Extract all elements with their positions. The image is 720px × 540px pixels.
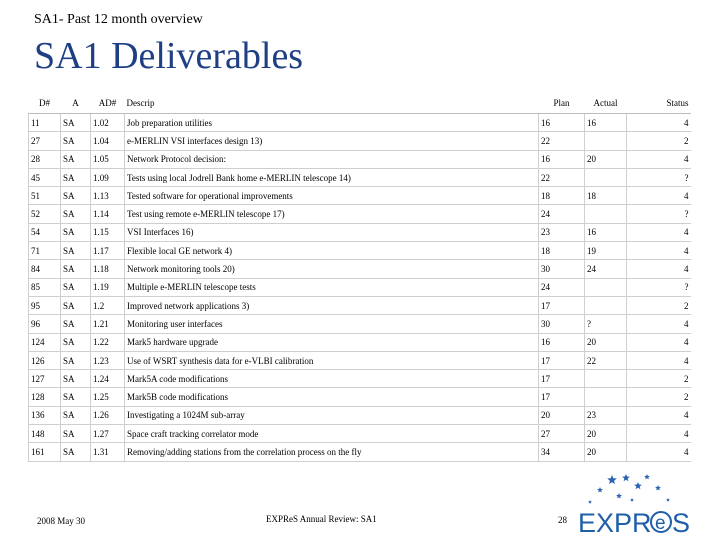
logo-text-right: S (672, 508, 691, 536)
cell-actual: 16 (585, 114, 627, 132)
table-row (29, 351, 691, 369)
cell-status: 2 (627, 370, 691, 388)
table-row (29, 388, 691, 406)
deliverables-table (28, 93, 691, 462)
cell-deliverable-number: 27 (29, 132, 61, 150)
cell-activity-deliverable-number: 1.18 (91, 260, 125, 278)
cell-activity-deliverable-number: 1.24 (91, 370, 125, 388)
cell-plan: 24 (539, 205, 585, 223)
cell-description: Investigating a 1024M sub-array (125, 406, 539, 424)
cell-description: Network Protocol decision: (125, 150, 539, 168)
cell-deliverable-number: 136 (29, 406, 61, 424)
column-header-activity: A (61, 93, 91, 114)
cell-deliverable-number: 126 (29, 351, 61, 369)
cell-description: Network monitoring tools 20) (125, 260, 539, 278)
table-row (29, 114, 691, 132)
cell-deliverable-number: 51 (29, 187, 61, 205)
cell-deliverable-number: 71 (29, 242, 61, 260)
column-header-actual: Actual (585, 93, 627, 114)
logo-star-icon (616, 493, 622, 498)
cell-plan: 18 (539, 187, 585, 205)
cell-actual: 20 (585, 425, 627, 443)
cell-activity: SA (61, 406, 91, 424)
cell-deliverable-number: 52 (29, 205, 61, 223)
cell-actual: ? (585, 315, 627, 333)
cell-actual (585, 388, 627, 406)
cell-description: Multiple e-MERLIN telescope tests (125, 278, 539, 296)
footer-review-label: EXPReS Annual Review: SA1 (266, 514, 377, 524)
table-row (29, 187, 691, 205)
cell-description: Mark5A code modifications (125, 370, 539, 388)
cell-plan: 30 (539, 260, 585, 278)
cell-activity: SA (61, 278, 91, 296)
expres-logo (572, 472, 692, 536)
cell-plan: 23 (539, 223, 585, 241)
cell-actual (585, 296, 627, 314)
cell-status: 4 (627, 150, 691, 168)
cell-status: 2 (627, 132, 691, 150)
cell-plan: 18 (539, 242, 585, 260)
cell-activity-deliverable-number: 1.2 (91, 296, 125, 314)
cell-activity: SA (61, 205, 91, 223)
cell-plan: 16 (539, 114, 585, 132)
cell-deliverable-number: 84 (29, 260, 61, 278)
cell-actual: 19 (585, 242, 627, 260)
table-row (29, 223, 691, 241)
cell-status: 4 (627, 443, 691, 461)
cell-activity-deliverable-number: 1.13 (91, 187, 125, 205)
cell-description: Improved network applications 3) (125, 296, 539, 314)
logo-star-icon (655, 485, 661, 490)
cell-plan: 17 (539, 296, 585, 314)
logo-star-icon (630, 498, 634, 502)
cell-activity-deliverable-number: 1.31 (91, 443, 125, 461)
table-row (29, 242, 691, 260)
cell-deliverable-number: 45 (29, 168, 61, 186)
logo-star-icon (622, 474, 630, 481)
logo-stars (588, 474, 670, 504)
table-row (29, 205, 691, 223)
cell-activity-deliverable-number: 1.05 (91, 150, 125, 168)
logo-text-e: e (655, 513, 666, 534)
footer-date: 2008 May 30 (37, 516, 85, 526)
cell-status: 4 (627, 315, 691, 333)
cell-activity: SA (61, 333, 91, 351)
cell-activity: SA (61, 425, 91, 443)
cell-status: 4 (627, 187, 691, 205)
cell-status: 4 (627, 406, 691, 424)
cell-description: Removing/adding stations from the correlation process on the fly (125, 443, 539, 461)
cell-actual: 20 (585, 150, 627, 168)
cell-plan: 22 (539, 168, 585, 186)
logo-star-icon (597, 487, 603, 492)
cell-status: 4 (627, 425, 691, 443)
cell-activity-deliverable-number: 1.19 (91, 278, 125, 296)
cell-activity: SA (61, 168, 91, 186)
cell-description: Mark5 hardware upgrade (125, 333, 539, 351)
cell-activity: SA (61, 114, 91, 132)
column-header-deliverable-number: D# (29, 93, 61, 114)
cell-activity-deliverable-number: 1.04 (91, 132, 125, 150)
cell-status: ? (627, 205, 691, 223)
cell-status: 4 (627, 260, 691, 278)
cell-actual: 18 (585, 187, 627, 205)
cell-activity: SA (61, 315, 91, 333)
cell-description: Mark5B code modifications (125, 388, 539, 406)
table-row (29, 315, 691, 333)
cell-description: e-MERLIN VSI interfaces design 13) (125, 132, 539, 150)
cell-activity-deliverable-number: 1.21 (91, 315, 125, 333)
cell-actual (585, 205, 627, 223)
cell-deliverable-number: 128 (29, 388, 61, 406)
cell-activity: SA (61, 187, 91, 205)
cell-status: 2 (627, 296, 691, 314)
cell-status: 2 (627, 388, 691, 406)
column-header-plan: Plan (539, 93, 585, 114)
cell-deliverable-number: 96 (29, 315, 61, 333)
logo-star-icon (634, 482, 642, 489)
cell-activity: SA (61, 388, 91, 406)
cell-plan: 22 (539, 132, 585, 150)
table-row (29, 333, 691, 351)
table-row (29, 370, 691, 388)
cell-deliverable-number: 161 (29, 443, 61, 461)
cell-status: 4 (627, 333, 691, 351)
cell-description: Test using remote e-MERLIN telescope 17) (125, 205, 539, 223)
cell-activity-deliverable-number: 1.22 (91, 333, 125, 351)
cell-deliverable-number: 124 (29, 333, 61, 351)
table-row (29, 260, 691, 278)
logo-star-icon (666, 498, 670, 502)
cell-status: ? (627, 168, 691, 186)
cell-actual (585, 278, 627, 296)
cell-deliverable-number: 95 (29, 296, 61, 314)
cell-plan: 30 (539, 315, 585, 333)
cell-plan: 16 (539, 150, 585, 168)
cell-deliverable-number: 54 (29, 223, 61, 241)
cell-activity-deliverable-number: 1.25 (91, 388, 125, 406)
cell-deliverable-number: 28 (29, 150, 61, 168)
column-header-activity-deliverable-number: AD# (91, 93, 125, 114)
slide-top-label: SA1- Past 12 month overview (34, 12, 203, 27)
cell-plan: 17 (539, 388, 585, 406)
cell-deliverable-number: 127 (29, 370, 61, 388)
cell-description: Monitoring user interfaces (125, 315, 539, 333)
cell-actual (585, 370, 627, 388)
page-number: 28 (558, 515, 567, 525)
cell-activity: SA (61, 132, 91, 150)
cell-deliverable-number: 11 (29, 114, 61, 132)
cell-activity: SA (61, 296, 91, 314)
cell-deliverable-number: 85 (29, 278, 61, 296)
cell-activity-deliverable-number: 1.09 (91, 168, 125, 186)
slide-title: SA1 Deliverables (34, 35, 304, 77)
cell-activity-deliverable-number: 1.17 (91, 242, 125, 260)
cell-status: 4 (627, 242, 691, 260)
table-row (29, 278, 691, 296)
cell-status: ? (627, 278, 691, 296)
cell-actual (585, 168, 627, 186)
table-row (29, 168, 691, 186)
cell-activity: SA (61, 370, 91, 388)
cell-plan: 34 (539, 443, 585, 461)
cell-activity-deliverable-number: 1.15 (91, 223, 125, 241)
table-row (29, 132, 691, 150)
cell-activity: SA (61, 351, 91, 369)
cell-activity-deliverable-number: 1.02 (91, 114, 125, 132)
cell-actual: 20 (585, 333, 627, 351)
column-header-description: Descrip (125, 93, 539, 114)
cell-plan: 20 (539, 406, 585, 424)
cell-description: Use of WSRT synthesis data for e-VLBI calibration (125, 351, 539, 369)
cell-actual: 22 (585, 351, 627, 369)
table-row (29, 150, 691, 168)
table-header (29, 93, 691, 114)
cell-plan: 24 (539, 278, 585, 296)
cell-description: Flexible local GE network 4) (125, 242, 539, 260)
column-header-status: Status (627, 93, 691, 114)
table-row (29, 443, 691, 461)
cell-plan: 27 (539, 425, 585, 443)
cell-activity: SA (61, 443, 91, 461)
cell-description: Space craft tracking correlator mode (125, 425, 539, 443)
table-row (29, 406, 691, 424)
cell-description: Tested software for operational improvements (125, 187, 539, 205)
logo-star-icon (644, 474, 650, 479)
cell-activity-deliverable-number: 1.27 (91, 425, 125, 443)
cell-status: 4 (627, 114, 691, 132)
cell-description: VSI Interfaces 16) (125, 223, 539, 241)
logo-text-left: EXPR (578, 508, 652, 536)
cell-status: 4 (627, 223, 691, 241)
cell-description: Tests using local Jodrell Bank home e-MERLIN telescope 14) (125, 168, 539, 186)
cell-activity: SA (61, 242, 91, 260)
cell-plan: 16 (539, 333, 585, 351)
cell-activity-deliverable-number: 1.23 (91, 351, 125, 369)
cell-activity: SA (61, 223, 91, 241)
cell-actual: 16 (585, 223, 627, 241)
cell-actual: 20 (585, 443, 627, 461)
cell-deliverable-number: 148 (29, 425, 61, 443)
cell-activity: SA (61, 260, 91, 278)
cell-plan: 17 (539, 351, 585, 369)
table-row (29, 425, 691, 443)
table-body (29, 114, 691, 462)
cell-activity-deliverable-number: 1.26 (91, 406, 125, 424)
cell-activity-deliverable-number: 1.14 (91, 205, 125, 223)
logo-star-icon (607, 475, 617, 484)
cell-description: Job preparation utilities (125, 114, 539, 132)
cell-plan: 17 (539, 370, 585, 388)
cell-status: 4 (627, 351, 691, 369)
cell-actual: 24 (585, 260, 627, 278)
cell-activity: SA (61, 150, 91, 168)
cell-actual (585, 132, 627, 150)
logo-star-icon (588, 500, 592, 504)
table-row (29, 296, 691, 314)
cell-actual: 23 (585, 406, 627, 424)
